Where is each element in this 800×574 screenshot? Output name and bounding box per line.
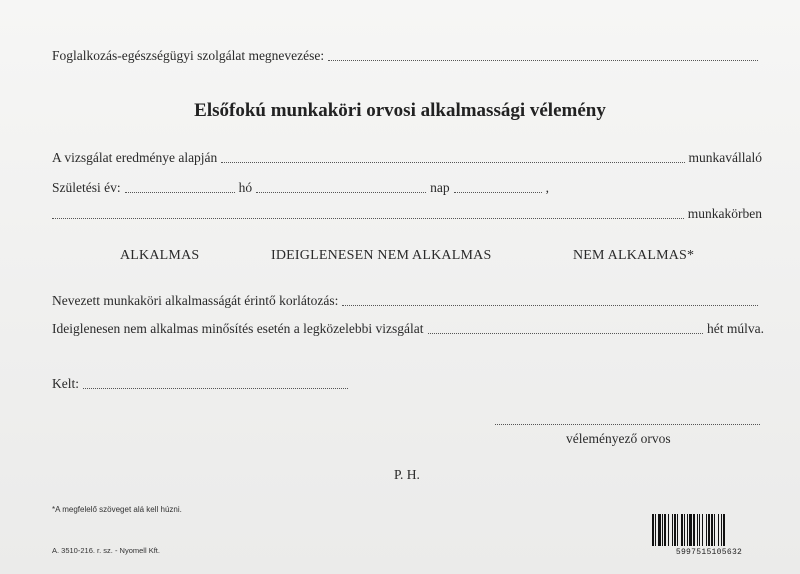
birth-year-field[interactable] [125,191,235,193]
birth-day-suffix: , [545,180,549,195]
birth-month-label: hó [238,180,253,195]
date-label: Kelt: [52,376,79,391]
date-field[interactable] [83,387,348,389]
restrictions-field[interactable] [342,304,758,306]
result-suffix: munkavállaló [688,150,762,165]
next-exam-row [52,321,764,337]
barcode-number: 5997515105632 [675,548,743,557]
birth-year-label: Születési év: [52,180,121,195]
birth-day-label: nap [430,180,450,195]
option-fit[interactable]: ALKALMAS [120,248,200,263]
stamp-label: P. H. [394,467,420,482]
job-field[interactable] [52,217,684,219]
footnote: *A megfelelő szöveget alá kell húzni. [52,505,182,514]
signature-field[interactable] [495,424,760,425]
date-row [52,376,352,392]
option-temp-unfit[interactable]: IDEIGLENESEN NEM ALKALMAS [271,248,492,263]
form-code: A. 3510-216. r. sz. - Nyomell Kft. [52,546,160,555]
barcode [650,514,768,558]
document-title: Elsőfokú munkaköri orvosi alkalmassági vélemény [194,100,606,121]
service-name-field[interactable] [328,59,758,61]
service-name-label: Foglalkozás-egészségügyi szolgálat megnevezése: [52,48,325,63]
birth-date-row [52,180,549,196]
next-exam-weeks-field[interactable] [428,332,704,334]
next-exam-suffix: hét múlva. [707,321,764,336]
birth-month-field[interactable] [256,191,426,193]
employee-name-field[interactable] [221,161,684,163]
restrictions-row [52,293,762,309]
service-name-row [52,48,762,64]
restrictions-label: Nevezett munkaköri alkalmasságát érintő korlátozás: [52,293,339,308]
job-row [52,206,762,222]
job-suffix: munkakörben [687,206,762,221]
signature-label: véleményező orvos [566,431,671,446]
result-prefix: A vizsgálat eredménye alapján [52,150,218,165]
result-row [52,150,762,166]
barcode-icon [650,514,768,548]
option-unfit[interactable]: NEM ALKALMAS* [573,248,695,263]
birth-day-field[interactable] [454,191,542,193]
next-exam-prefix: Ideiglenesen nem alkalmas minősítés esetén a legközelebbi vizsgálat [52,321,424,336]
